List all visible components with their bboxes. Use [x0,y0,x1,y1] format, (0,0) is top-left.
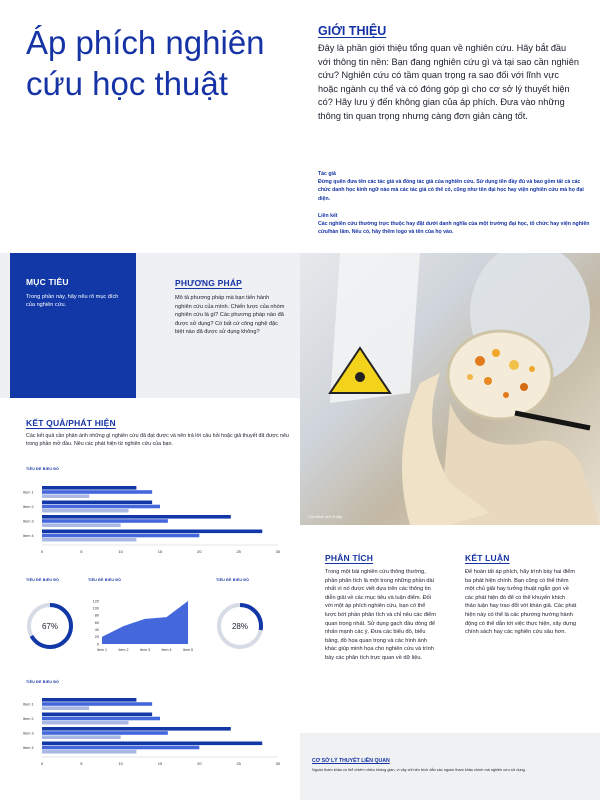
bar-mark [42,721,129,725]
bar-mark [42,490,152,494]
y-tick-label: 0 [96,642,99,647]
petri-dish-illustration [300,253,600,525]
bar-mark [42,519,168,523]
method-body: Mô tả phương pháp mà bạn tiến hành nghiên cứu của mình. Chiến lược của nhóm nghiên cứu là gì? Các phương pháp nào đã được sử dụng? Có bất cứ công nghệ đặc biệt nào đã được sử dụng không? [175,295,285,336]
y-tick-label: 60 [94,620,99,625]
donut-chart-1 [24,600,76,652]
bar-mark [42,713,152,717]
analysis-body: Trong một bài nghiên cứu thông thường, phần phân tích là một trong những phần dài nhất vì nó được viết dựa trên các thông tin diễn giải về các mục tiêu và luận điểm. Đối với một áp phích nghiên cứu, bạn có thể lược bớt phần phân tích và chỉ nêu các điểm quan trọng nhất. Sử dụng gạch đầu dòng để nhấn mạnh các ý. Đưa các biểu đồ, biểu bảng, đồ họa quan trọng và các hình ảnh khác giúp minh họa cho nghiên cứu và trình bày các phân tích trực quan về dữ liệu. [325,569,436,661]
x-tick-label: 5 [80,761,83,766]
bar-mark [42,505,160,509]
x-tick-label: 25 [236,549,241,554]
affiliation-body: Các nghiên cứu thường trực thuộc hay đặt dưới danh nghĩa của một trường đại học, tổ chức hay viện nghiên cứu/hàn lâm. Nếu có, hãy thêm logo và tên của họ vào. [318,221,590,236]
category-label: Item 1 [23,490,34,495]
x-tick-label: 15 [157,761,163,766]
authors-block [318,170,590,203]
bar-mark [42,746,199,750]
bar-mark [42,501,152,505]
area-series [102,601,188,644]
y-tick-label: 100 [92,606,99,611]
category-label: Item 3 [23,519,34,524]
bar-chart-1-title: TIÊU ĐỀ BIỂU ĐỒ [26,467,60,471]
donut-chart-2-title: TIÊU ĐỀ BIỂU ĐỒ [216,578,250,582]
photo-caption: Chú thích ảnh ở đây [308,515,343,519]
authors-label: Tác giả [318,171,336,177]
references-body: Nguồn tham khảo có thể chiếm nhiều không gian, vì vậy chỉ nên trích dẫn các nguồn tham khảo chính mà nghiên cứu sử dụng. [312,768,526,772]
references-heading: CƠ SỞ LÝ THUYẾT LIÊN QUAN [312,758,390,764]
objective-panel [10,253,136,398]
category-label: Item 3 [23,731,34,736]
category-label: Item 4 [23,534,34,538]
donut-label: 67% [41,622,59,631]
poster-title: Áp phích nghiên cứu học thuật [26,24,265,102]
donut-label: 28% [231,622,249,631]
conclusion-heading: KẾT LUẬN [465,553,510,563]
results-body: Các kết quả cần phản ánh những gì nghiên cứu đã đạt được và nên trả lời câu hỏi hoặc giả thuyết đã được nêu trong phần mở đầu. Nêu các phát hiện từ nghiên cứu của bạn. [26,433,289,447]
x-tick-label: 0 [40,761,44,766]
x-tick-label: 10 [118,549,123,554]
donut-chart-1-title: TIÊU ĐỀ BIỂU ĐỒ [26,578,60,582]
bar-mark [42,735,121,739]
bar-chart-2-title: TIÊU ĐỀ BIỂU ĐỒ [26,680,60,684]
bar-mark [42,509,129,513]
x-tick-label: 0 [40,549,44,554]
category-label: Item 2 [23,717,34,721]
bar-chart-1 [20,480,290,560]
bar-mark [42,706,89,710]
bar-mark [42,534,199,538]
authors-body: Đừng quên đưa tên các tác giả và đồng tác giả của nghiên cứu. Sử dụng tên đầy đủ và bao gồm tất cả các chức danh học kinh ngữ nào mà các tác giả có thể có, cũng như tên đại học hay viện nghiên cứu mà họ đại diện. [318,179,584,202]
x-tick-label: Item 2 [118,648,129,652]
bar-mark [42,742,262,746]
bar-mark [42,731,168,735]
x-tick-label: Item 4 [161,648,172,652]
category-label: Item 4 [23,746,34,750]
bar-mark [42,515,231,519]
analysis-heading: PHÂN TÍCH [325,553,374,563]
bar-mark [42,538,136,542]
bar-mark [42,486,136,490]
bar-mark [42,494,89,498]
bar-mark [42,717,160,721]
x-tick-label: Item 3 [140,648,150,652]
x-tick-label: Item 5 [183,648,193,652]
bar-mark [42,523,121,527]
bar-mark [42,727,231,731]
x-tick-label: 5 [80,549,83,554]
bar-mark [42,698,136,702]
intro-heading: GIỚI THIỆU [318,24,387,38]
lab-photo [300,253,600,525]
bar-chart-2 [20,692,290,772]
y-tick-label: 80 [94,613,99,618]
x-tick-label: 15 [157,549,163,554]
y-tick-label: 40 [94,628,99,633]
results-heading: KẾT QUẢ/PHÁT HIỆN [26,418,116,428]
intro-body: Đây là phần giới thiệu tổng quan về nghiên cứu. Hãy bắt đầu với thông tin nền: Bạn đang nghiên cứu gì và tại sao cần nghiên cứu? Nghiên cứu có tầm quan trọng ra sao đối với lĩnh vực hoặc ngành cụ thể và có đóng góp gì cho cơ sở lý thuyết hiện có? Hãy lưu ý đến không gian của áp phích. Đưa vào những thông tin quan trọng nhưng càng đơn giản càng tốt. [318,43,579,121]
category-label: Item 2 [23,505,34,509]
bar-mark [42,750,136,754]
bar-mark [42,702,152,706]
x-tick-label: 20 [197,549,202,554]
objective-heading: MỤC TIÊU [26,277,69,287]
donut-chart-2 [214,600,266,652]
area-chart [84,596,194,656]
bar-mark [42,530,262,534]
x-tick-label: 30 [275,549,281,554]
references-panel [300,733,600,800]
category-label: Item 1 [23,702,34,707]
affiliation-block [318,212,590,237]
x-tick-label: 25 [236,761,241,766]
area-chart-title: TIÊU ĐỀ BIỂU ĐỒ [88,578,122,582]
method-heading: PHƯƠNG PHÁP [175,278,243,288]
objective-body: Trong phần này, hãy nêu rõ mục đích của nghiên cứu. [26,294,119,308]
affiliation-label: Liên kết [318,213,338,219]
conclusion-body: Để hoàn tất áp phích, hãy trình bày hai điểm ba phát hiện chính. Bạn cũng có thể thêm một chủ giải hay tưởng thuật ngắn gọn về các phát hiện đó để có thể khuyến khích thảo luận hay trao đổi với khán giả. Các phát hiện này có thể là các phương hướng hành động có thể dẫn tới việc thực hiện, xây dựng chính sách hay các nghiên cứu sâu hơn. [465,569,577,636]
y-tick-label: 120 [92,599,99,604]
x-tick-label: Item 1 [97,648,107,652]
x-tick-label: 10 [118,761,123,766]
y-tick-label: 20 [94,635,99,640]
x-tick-label: 30 [275,761,281,766]
x-tick-label: 20 [197,761,202,766]
